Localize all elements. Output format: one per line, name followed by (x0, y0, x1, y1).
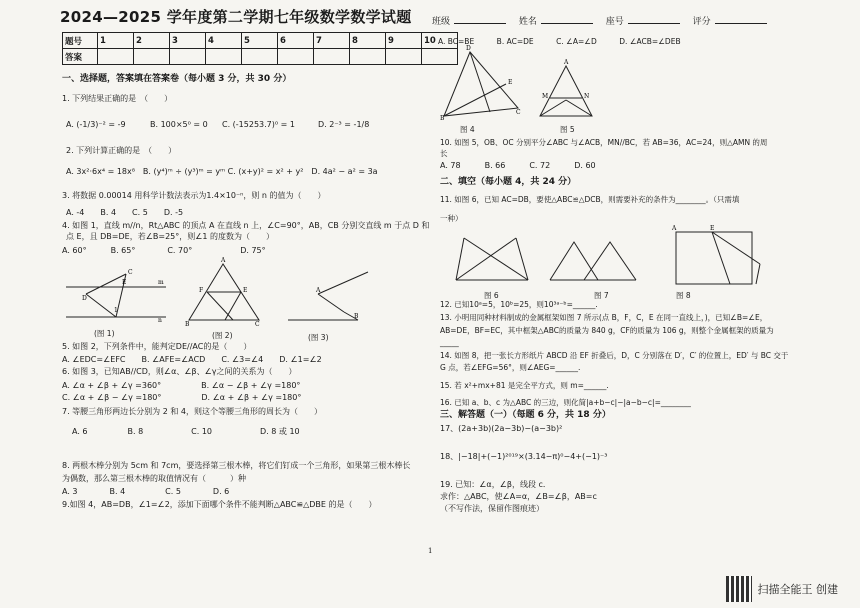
question-17: 17、(2a+3b)(2a−3b)−(a−3b)² (440, 424, 563, 433)
answer-cell[interactable] (350, 49, 386, 65)
question-11-line2: 一种） (440, 214, 463, 223)
q-number: 7 (314, 33, 350, 49)
q9-options: A. BC=BE B. AC=DE C. ∠A=∠D D. ∠ACB=∠DEB (438, 37, 681, 46)
question-2: 2. 下列计算正确的是 （ ） (66, 146, 177, 155)
q10-options: A. 78 B. 66 C. 72 D. 60 (440, 161, 596, 170)
svg-text:E: E (508, 79, 513, 86)
svg-text:A: A (221, 257, 226, 264)
svg-text:A: A (316, 287, 321, 294)
question-13-line3: _____ (440, 338, 459, 347)
scanner-brand: 扫描全能王 创建 (757, 583, 838, 596)
figure-2-diagram (185, 257, 265, 328)
figure-8-caption: 图 8 (676, 291, 691, 300)
question-19-line1: 19. 已知：∠α，∠β，线段 c． (440, 480, 551, 489)
question-10-line2: 长 (440, 149, 448, 158)
row-head-number: 题号 (63, 33, 98, 49)
svg-text:B: B (440, 115, 445, 122)
question-9: 9.如图 4，AB=DB，∠1=∠2，添加下面哪个条件不能判断△ABC≌△DBE 的是（ ） (62, 500, 377, 509)
svg-text:A: A (672, 225, 677, 232)
question-7: 7. 等腰三角形两边长分别为 2 和 4，则这个等腰三角形的周长为（ ） (62, 407, 322, 416)
name-label: 姓名 (518, 17, 537, 27)
seat-label: 座号 (605, 17, 624, 27)
svg-text:N: N (584, 93, 590, 100)
question-16: 16. 已知 a、b、c 为△ABC 的三边，则化简|a+b−c|−|a−b−c|=________ (440, 398, 691, 407)
figure-6-caption: 图 6 (484, 291, 499, 300)
svg-text:M: M (542, 93, 549, 100)
svg-text:m: m (158, 279, 164, 286)
svg-text:B: B (185, 321, 190, 328)
question-4-line1: 4. 如图 1，直线 m//n，Rt△ABC 的顶点 A 在直线 n 上，∠C=90°，AB，CB 分别交直线 m 于点 D 和 (62, 221, 430, 230)
figure-5-diagram (538, 59, 594, 120)
answer-cell[interactable] (242, 49, 278, 65)
figure-2-caption: (图 2) (212, 331, 233, 340)
q1-option-b: B. 100×5⁰ = 0 (150, 120, 208, 129)
q-number: 3 (170, 33, 206, 49)
svg-text:C: C (255, 321, 260, 328)
q1-option-d: D. 2⁻³ = -1/8 (318, 120, 370, 129)
seat-blank[interactable] (628, 15, 680, 24)
answer-cell[interactable] (386, 49, 422, 65)
question-11-line1: 11. 如图 6，已知 AC=DB，要使△ABC≌△DCB，则需要补充的条件为________。（只需填 (440, 195, 740, 204)
question-12: 12. 已知10ᵃ=5，10ᵇ=25，则10³ᵃ⁻ᵇ=______. (440, 300, 598, 309)
figure-6-diagram (452, 236, 532, 284)
svg-text:B: B (354, 313, 359, 320)
svg-text:E: E (122, 279, 127, 286)
question-14-line1: 14. 如图 8，把一张长方形纸片 ABCD 沿 EF 折叠后，D，C 分别落在 D′，C′ 的位置上，ED′ 与 BC 交于 (440, 351, 789, 360)
question-19-line2: 求作：△ABC，使∠A=α，∠B=∠β，AB=c (440, 492, 597, 501)
question-4-line2: 点 E，且 DB=DE，若∠B=25°，则∠1 的度数为（ ） (66, 232, 275, 241)
figure-3-caption: (图 3) (308, 333, 329, 342)
section-2-heading: 二、填空（每小题 4，共 24 分） (440, 177, 577, 187)
answer-cell[interactable] (278, 49, 314, 65)
answer-cell[interactable] (206, 49, 242, 65)
q-number: 10 (422, 33, 458, 49)
question-10-line1: 10. 如图 5，OB、OC 分别平分∠ABC 与∠ACB，MN//BC，若 AB=36，AC=24，则△AMN 的周 (440, 138, 768, 147)
student-info (432, 14, 777, 27)
question-18: 18、|−18|+(−1)²⁰¹⁹×(3.14−π)⁰−4+(−1)⁻³ (440, 452, 608, 461)
figure-7-diagram (548, 236, 638, 284)
svg-text:n: n (158, 317, 162, 324)
q3-options: A. -4 B. 4 C. 5 D. -5 (66, 208, 184, 217)
q-number: 4 (206, 33, 242, 49)
svg-text:E: E (243, 287, 248, 294)
svg-text:D: D (466, 45, 471, 52)
exam-title: 2024—2025 学年度第二学期七年级数学数学试题 (60, 8, 412, 26)
q-number: 8 (350, 33, 386, 49)
q1-option-a: A. (-1/3)⁻² = -9 (66, 120, 126, 129)
answer-table-number-row (63, 33, 458, 49)
svg-text:1: 1 (114, 307, 118, 314)
q-number: 9 (386, 33, 422, 49)
answer-cell[interactable] (98, 49, 134, 65)
class-blank[interactable] (454, 15, 506, 24)
question-19-line3: （不写作法，保留作图痕迹） (440, 504, 544, 513)
figure-1-caption: (图 1) (94, 329, 115, 338)
svg-text:C: C (128, 269, 133, 276)
row-head-answer: 答案 (63, 49, 98, 65)
question-13-line2: AB=DE，BF=EC，其中框架△ABC的质量为 840 g，CF的质量为 106 g，则整个金属框架的质量为 (440, 326, 774, 335)
answer-table-answer-row (63, 49, 458, 65)
section-1-heading: 一、选择题，答案填在答案卷（每小题 3 分，共 30 分） (62, 74, 292, 84)
class-label: 班级 (432, 17, 451, 27)
q-number: 1 (98, 33, 134, 49)
svg-text:F: F (199, 287, 204, 294)
score-blank[interactable] (715, 15, 767, 24)
question-5: 5. 如图 2，下列条件中，能判定DE//AC的是（ ） (62, 342, 252, 351)
question-14-line2: G 点，若∠EFG=56°，则∠AEG=______. (440, 363, 581, 372)
question-3: 3. 将数据 0.00014 用科学计数法表示为1.4×10⁻ⁿ，则 n 的值为（ ） (62, 191, 326, 200)
figure-1-diagram (66, 262, 166, 324)
svg-text:E: E (710, 225, 715, 232)
q2-options: A. 3x²·6x⁴ = 18x⁸ B. (y⁴)ᵐ ÷ (y³)ᵐ = yᵐ C. (x+y)² = x² + y² D. 4a² − a² = 3a (66, 167, 378, 176)
svg-text:D: D (82, 295, 87, 302)
section-3-heading: 三、解答题（一）（每题 6 分，共 18 分） (440, 410, 611, 420)
q6-options-row2: C. ∠α + ∠β − ∠γ =180° D. ∠α + ∠β + ∠γ =180° (62, 393, 302, 402)
question-1: 1. 下列结果正确的是 （ ） (62, 94, 173, 103)
q5-options: A. ∠EDC=∠EFC B. ∠AFE=∠ACD C. ∠3=∠4 D. ∠1=∠2 (62, 355, 322, 364)
q-number: 2 (134, 33, 170, 49)
scanner-watermark (726, 576, 839, 602)
question-6: 6. 如图 3，已知AB//CD，则∠α、∠β、∠γ之间的关系为（ ） (62, 367, 297, 376)
answer-cell[interactable] (314, 49, 350, 65)
score-label: 评分 (692, 17, 711, 27)
figure-3-diagram (288, 272, 368, 322)
figure-7-caption: 图 7 (594, 291, 609, 300)
q4-options: A. 60° B. 65° C. 70° D. 75° (62, 246, 266, 255)
q8-options: A. 3 B. 4 C. 5 D. 6 (62, 487, 230, 496)
question-8-line1: 8. 两根木棒分别为 5cm 和 7cm，要选择第三根木棒，将它们钉成一个三角形，如果第三根木棒长 (62, 461, 411, 470)
svg-text:C: C (516, 109, 521, 116)
figure-4-caption: 图 4 (460, 125, 475, 134)
name-blank[interactable] (541, 15, 593, 24)
question-8-line2: 为偶数，那么第三根木棒的取值情况有（ ）种 (62, 474, 246, 483)
question-15: 15. 若 x²+mx+81 是完全平方式，则 m=______. (440, 381, 609, 390)
q6-options-row1: A. ∠α + ∠β + ∠γ =360° B. ∠α − ∠β + ∠γ =180° (62, 381, 301, 390)
figure-4-diagram (440, 45, 522, 122)
q-number: 6 (278, 33, 314, 49)
answer-cell[interactable] (134, 49, 170, 65)
q-number: 5 (242, 33, 278, 49)
question-13-line1: 13. 小明用同种材料制成的金属框架如图 7 所示(点 B，F，C，E 在同一直线上，)，已知∠B=∠E， (440, 313, 768, 322)
page-number: 1 (428, 547, 433, 555)
figure-5-caption: 图 5 (560, 125, 575, 134)
qr-code-icon (726, 576, 752, 602)
figure-8-diagram (672, 225, 764, 286)
answer-cell[interactable] (170, 49, 206, 65)
q1-option-c: C. (-15253.7)⁰ = 1 (222, 120, 295, 129)
answer-table (62, 32, 458, 65)
q7-options: A. 6 B. 8 C. 10 D. 8 或 10 (72, 427, 300, 436)
svg-text:A: A (564, 59, 569, 66)
